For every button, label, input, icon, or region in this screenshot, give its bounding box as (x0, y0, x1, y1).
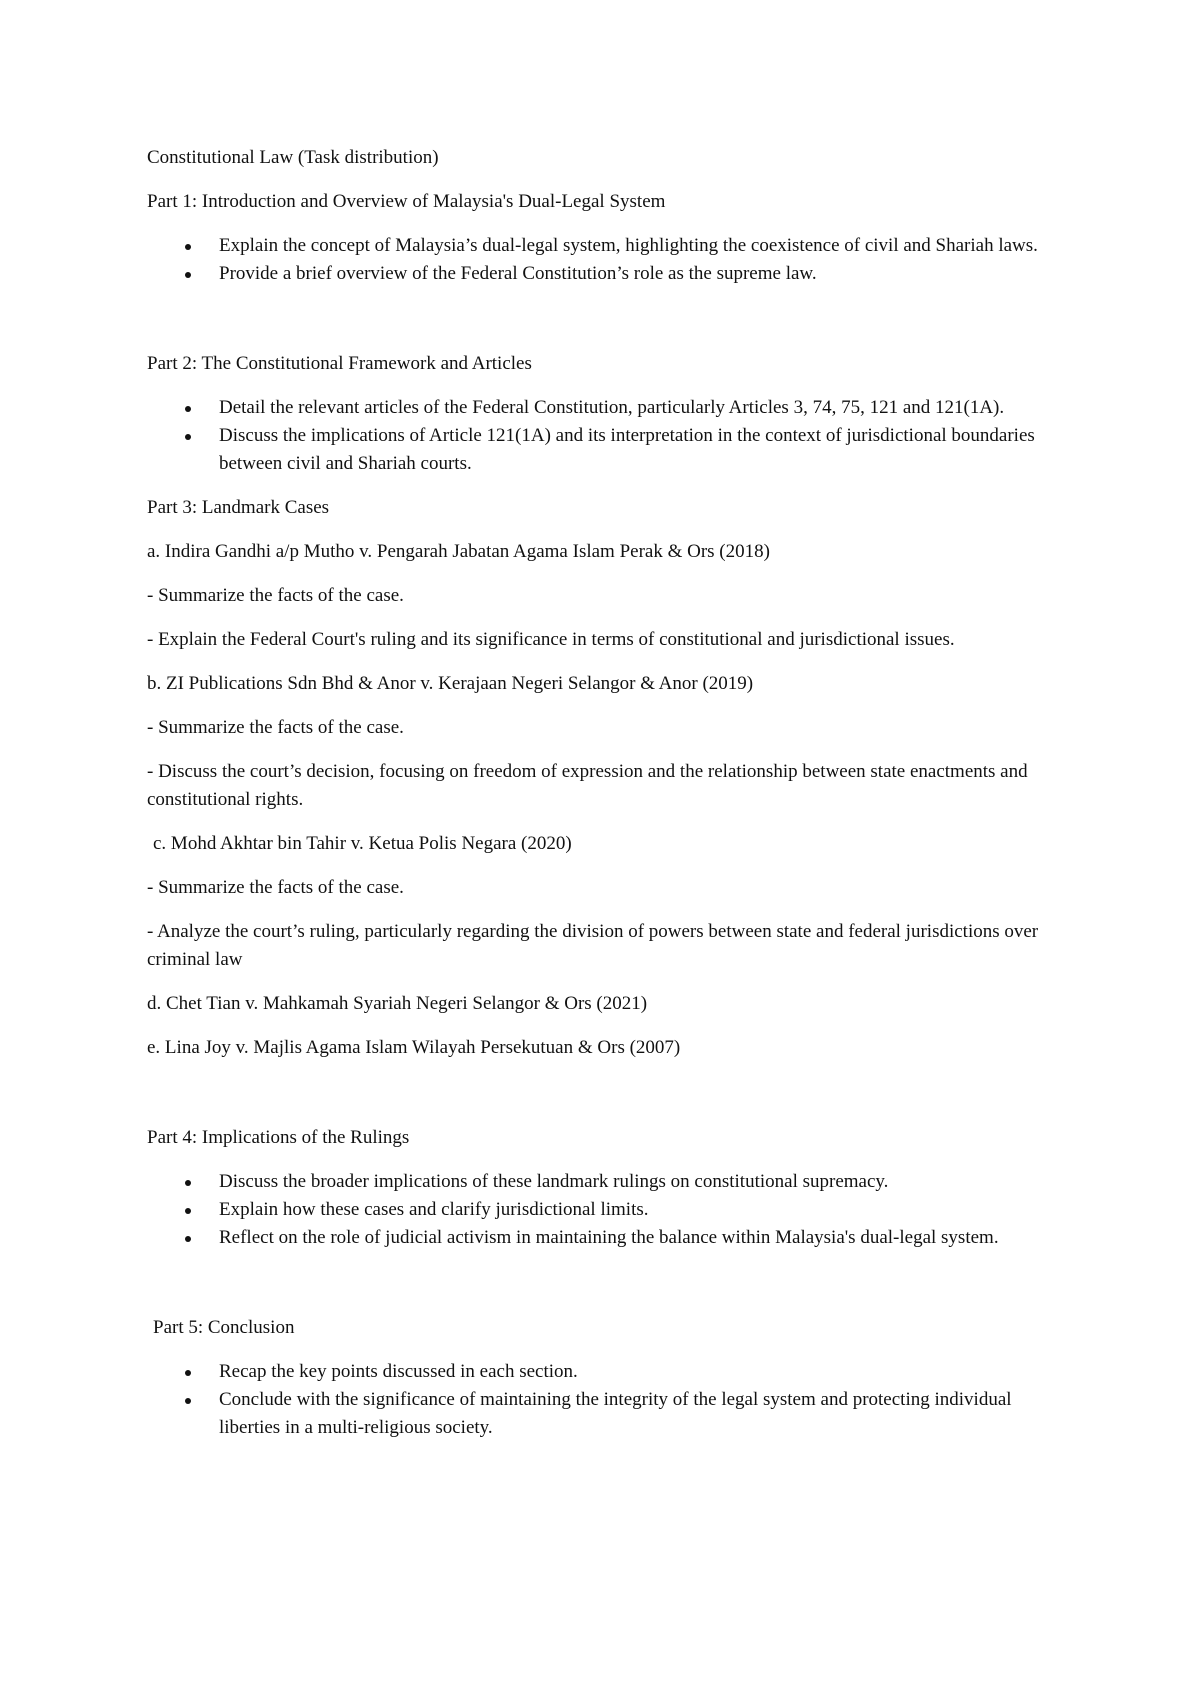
bullet-icon (185, 244, 191, 250)
list-item (147, 1196, 1067, 1224)
section-spacer (147, 1078, 1067, 1124)
list-item (147, 260, 1067, 288)
list-item (147, 1168, 1067, 1196)
part5-list (147, 1358, 1067, 1442)
bullet-icon (185, 406, 191, 412)
case-a-title: a. Indira Gandhi a/p Mutho v. Pengarah Jabatan Agama Islam Perak & Ors (2018) (147, 541, 770, 562)
list-item-text: Provide a brief overview of the Federal Constitution’s role as the supreme law. (219, 263, 817, 284)
case-c-title: c. Mohd Akhtar bin Tahir v. Ketua Polis Negara (2020) (153, 833, 572, 854)
list-item-text: Reflect on the role of judicial activism in maintaining the balance within Malaysia's dual-legal system. (219, 1227, 999, 1248)
list-item-text: Detail the relevant articles of the Federal Constitution, particularly Articles 3, 74, 75, 121 and 121(1A). (219, 397, 1005, 418)
bullet-icon (185, 1398, 191, 1404)
list-item-text: Conclude with the significance of maintaining the integrity of the legal system and protecting individual liberties in a multi-religious society. (219, 1389, 1012, 1438)
bullet-icon (185, 1180, 191, 1186)
list-item-text: Discuss the implications of Article 121(1A) and its interpretation in the context of jurisdictional boundaries between civil and Shariah courts. (219, 425, 1035, 474)
bullet-icon (185, 434, 191, 440)
case-b-task-1: - Summarize the facts of the case. (147, 717, 404, 738)
case-c-task-2: - Analyze the court’s ruling, particularly regarding the division of powers between state and federal jurisdictions over criminal law (147, 921, 1039, 970)
list-item (147, 232, 1067, 260)
list-item-text: Explain the concept of Malaysia’s dual-legal system, highlighting the coexistence of civil and Shariah laws. (219, 235, 1038, 256)
part4-list (147, 1168, 1067, 1252)
list-item-text: Recap the key points discussed in each section. (219, 1361, 578, 1382)
part3-heading: Part 3: Landmark Cases (147, 497, 330, 518)
list-item (147, 1224, 1067, 1252)
case-a-task-2: - Explain the Federal Court's ruling and its significance in terms of constitutional and jurisdictional issues. (147, 629, 955, 650)
bullet-icon (185, 1370, 191, 1376)
bullet-icon (185, 272, 191, 278)
list-item-text: Discuss the broader implications of these landmark rulings on constitutional supremacy. (219, 1171, 889, 1192)
case-e-title: e. Lina Joy v. Majlis Agama Islam Wilayah Persekutuan & Ors (2007) (147, 1037, 681, 1058)
case-d-title: d. Chet Tian v. Mahkamah Syariah Negeri Selangor & Ors (2021) (147, 993, 648, 1014)
list-item (147, 394, 1067, 422)
part2-heading: Part 2: The Constitutional Framework and Articles (147, 353, 532, 374)
case-c-task-1: - Summarize the facts of the case. (147, 877, 404, 898)
section-spacer (147, 1268, 1067, 1314)
list-item (147, 1358, 1067, 1386)
part2-list (147, 394, 1067, 478)
case-a-task-1: - Summarize the facts of the case. (147, 585, 404, 606)
document-page (147, 144, 1067, 1458)
bullet-icon (185, 1208, 191, 1214)
list-item (147, 422, 1067, 478)
case-b-task-2: - Discuss the court’s decision, focusing on freedom of expression and the relationship between state enactments and constitutional rights. (147, 761, 1028, 810)
list-item (147, 1386, 1067, 1442)
part5-heading: Part 5: Conclusion (153, 1317, 295, 1338)
part4-heading: Part 4: Implications of the Rulings (147, 1127, 410, 1148)
document-title: Constitutional Law (Task distribution) (147, 147, 439, 168)
section-spacer (147, 304, 1067, 350)
case-b-title: b. ZI Publications Sdn Bhd & Anor v. Kerajaan Negeri Selangor & Anor (2019) (147, 673, 754, 694)
part1-list (147, 232, 1067, 288)
part1-heading: Part 1: Introduction and Overview of Malaysia's Dual-Legal System (147, 191, 666, 212)
bullet-icon (185, 1236, 191, 1242)
list-item-text: Explain how these cases and clarify jurisdictional limits. (219, 1199, 649, 1220)
